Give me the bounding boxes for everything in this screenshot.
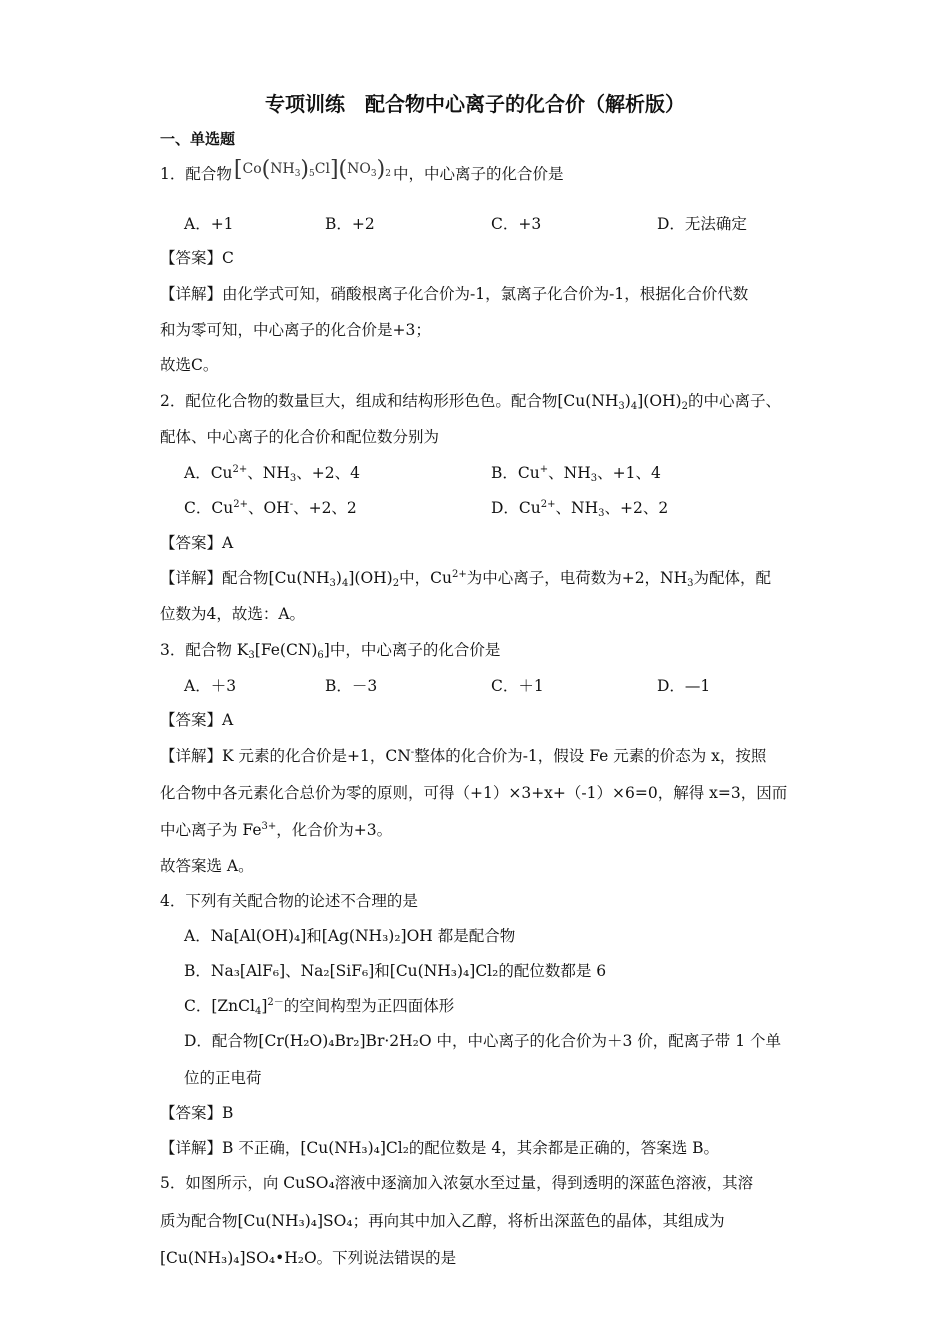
question-4-stem: 4．下列有关配合物的论述不合理的是 [160,892,418,910]
question-2-stem-line-2: 配体、中心离子的化合价和配位数分别为 [160,428,440,446]
q4-option-d-line-2: 位的正电荷 [184,1069,262,1087]
question-5-stem-line-3: [Cu(NH₃)₄]SO₄•H₂O。下列说法错误的是 [160,1249,457,1267]
q4-detail: 【详解】B 不正确，[Cu(NH₃)₄]Cl₂的配位数是 4，其余都是正确的，答案选 B。 [160,1139,720,1157]
q1-detail-line-1: 【详解】由化学式可知，硝酸根离子化合价为-1，氯离子化合价为-1，根据化合价代数 [160,285,749,303]
q4-option-c: C．[ZnCl$_4$]$^{2-}$的空间构型为正四面体形 [184,997,455,1017]
q3-option-c: C．＋1 [491,677,544,695]
q1-option-c: C．+3 [491,215,542,233]
q3-option-d: D．—1 [657,677,711,695]
q1-option-a: A．+1 [184,215,234,233]
q2-option-c: C．$Cu^{2+}$、OH-、+2、2 [184,499,357,517]
q3-option-b: B．－3 [325,677,378,695]
q2-answer: 【答案】A [160,534,234,552]
q4-option-b: B．Na₃[AlF₆]、Na₂[SiF₆]和[Cu(NH₃)₄]Cl₂的配位数都是 6 [184,962,607,980]
q1-option-d: D．无法确定 [657,215,747,233]
q1-detail-line-2: 和为零可知，中心离子的化合价是+3； [160,321,431,339]
page-title: 专项训练 配合物中心离子的化合价（解析版） [265,92,685,116]
question-3-stem: 3．配合物 $K_3[Fe(CN)_6]$中，中心离子的化合价是 [160,641,501,661]
question-2-stem-line-1: 2．配位化合物的数量巨大，组成和结构形形色色。配合物$[Cu(NH_3)_4](OH)_2$的中心离子、 [160,392,781,412]
q2-option-a: A．$Cu^{2+}$、$NH_3$、+2、4 [184,464,360,484]
q4-answer: 【答案】B [160,1104,234,1122]
q4-option-d-line-1: D．配合物[Cr(H₂O)₄Br₂]Br·2H₂O 中，中心离子的化合价为＋3 价，配离子带 1 个单 [184,1032,782,1050]
q2-option-b: B．Cu+、$NH_3$、+1、4 [491,464,661,484]
q1-answer: 【答案】C [160,249,234,267]
q2-detail-line-2: 位数为4，故选：A。 [160,605,306,623]
q1-detail-line-3: 故选C。 [160,356,219,374]
question-5-stem-line-2: 质为配合物[Cu(NH₃)₄]SO₄；再向其中加入乙醇，将析出深蓝色的晶体，其组成为 [160,1212,725,1230]
section-heading: 一、单选题 [160,130,236,148]
q3-detail-line-4: 故答案选 A。 [160,857,254,875]
complex-formula: $[Co(NH_3)_5Cl](NO_3)_2$ [233,157,391,182]
q2-option-d: D．$Cu^{2+}$、$NH_3$、+2、2 [491,499,669,519]
q3-detail-line-1: 【详解】K 元素的化合价是+1，CN-整体的化合价为-1，假设 Fe 元素的价态为 x，按照 [160,747,767,765]
question-5-stem-line-1: 5．如图所示，向 CuSO₄溶液中逐滴加入浓氨水至过量，得到透明的深蓝色溶液，其溶 [160,1174,754,1192]
q1-option-b: B．+2 [325,215,375,233]
q3-option-a: A．＋3 [184,677,237,695]
q3-answer: 【答案】A [160,711,234,729]
q2-detail-line-1: 【详解】配合物$[Cu(NH_3)_4](OH)_2$中，$Cu^{2+}$为中心离子，电荷数为+2，$NH_3$为配体，配 [160,569,772,589]
q3-detail-line-3: 中心离子为 $Fe^{3+}$，化合价为+3。 [160,821,393,839]
q4-option-a: A．Na[Al(OH)₄]和[Ag(NH₃)₂]OH 都是配合物 [184,927,516,945]
question-1-stem: 1．配合物$[Co(NH_3)_5Cl](NO_3)_2$ 中，中心离子的化合价是 [160,157,564,183]
q3-detail-line-2: 化合物中各元素化合总价为零的原则，可得（+1）×3+x+（-1）×6=0，解得 x=3，因而 [160,784,788,802]
